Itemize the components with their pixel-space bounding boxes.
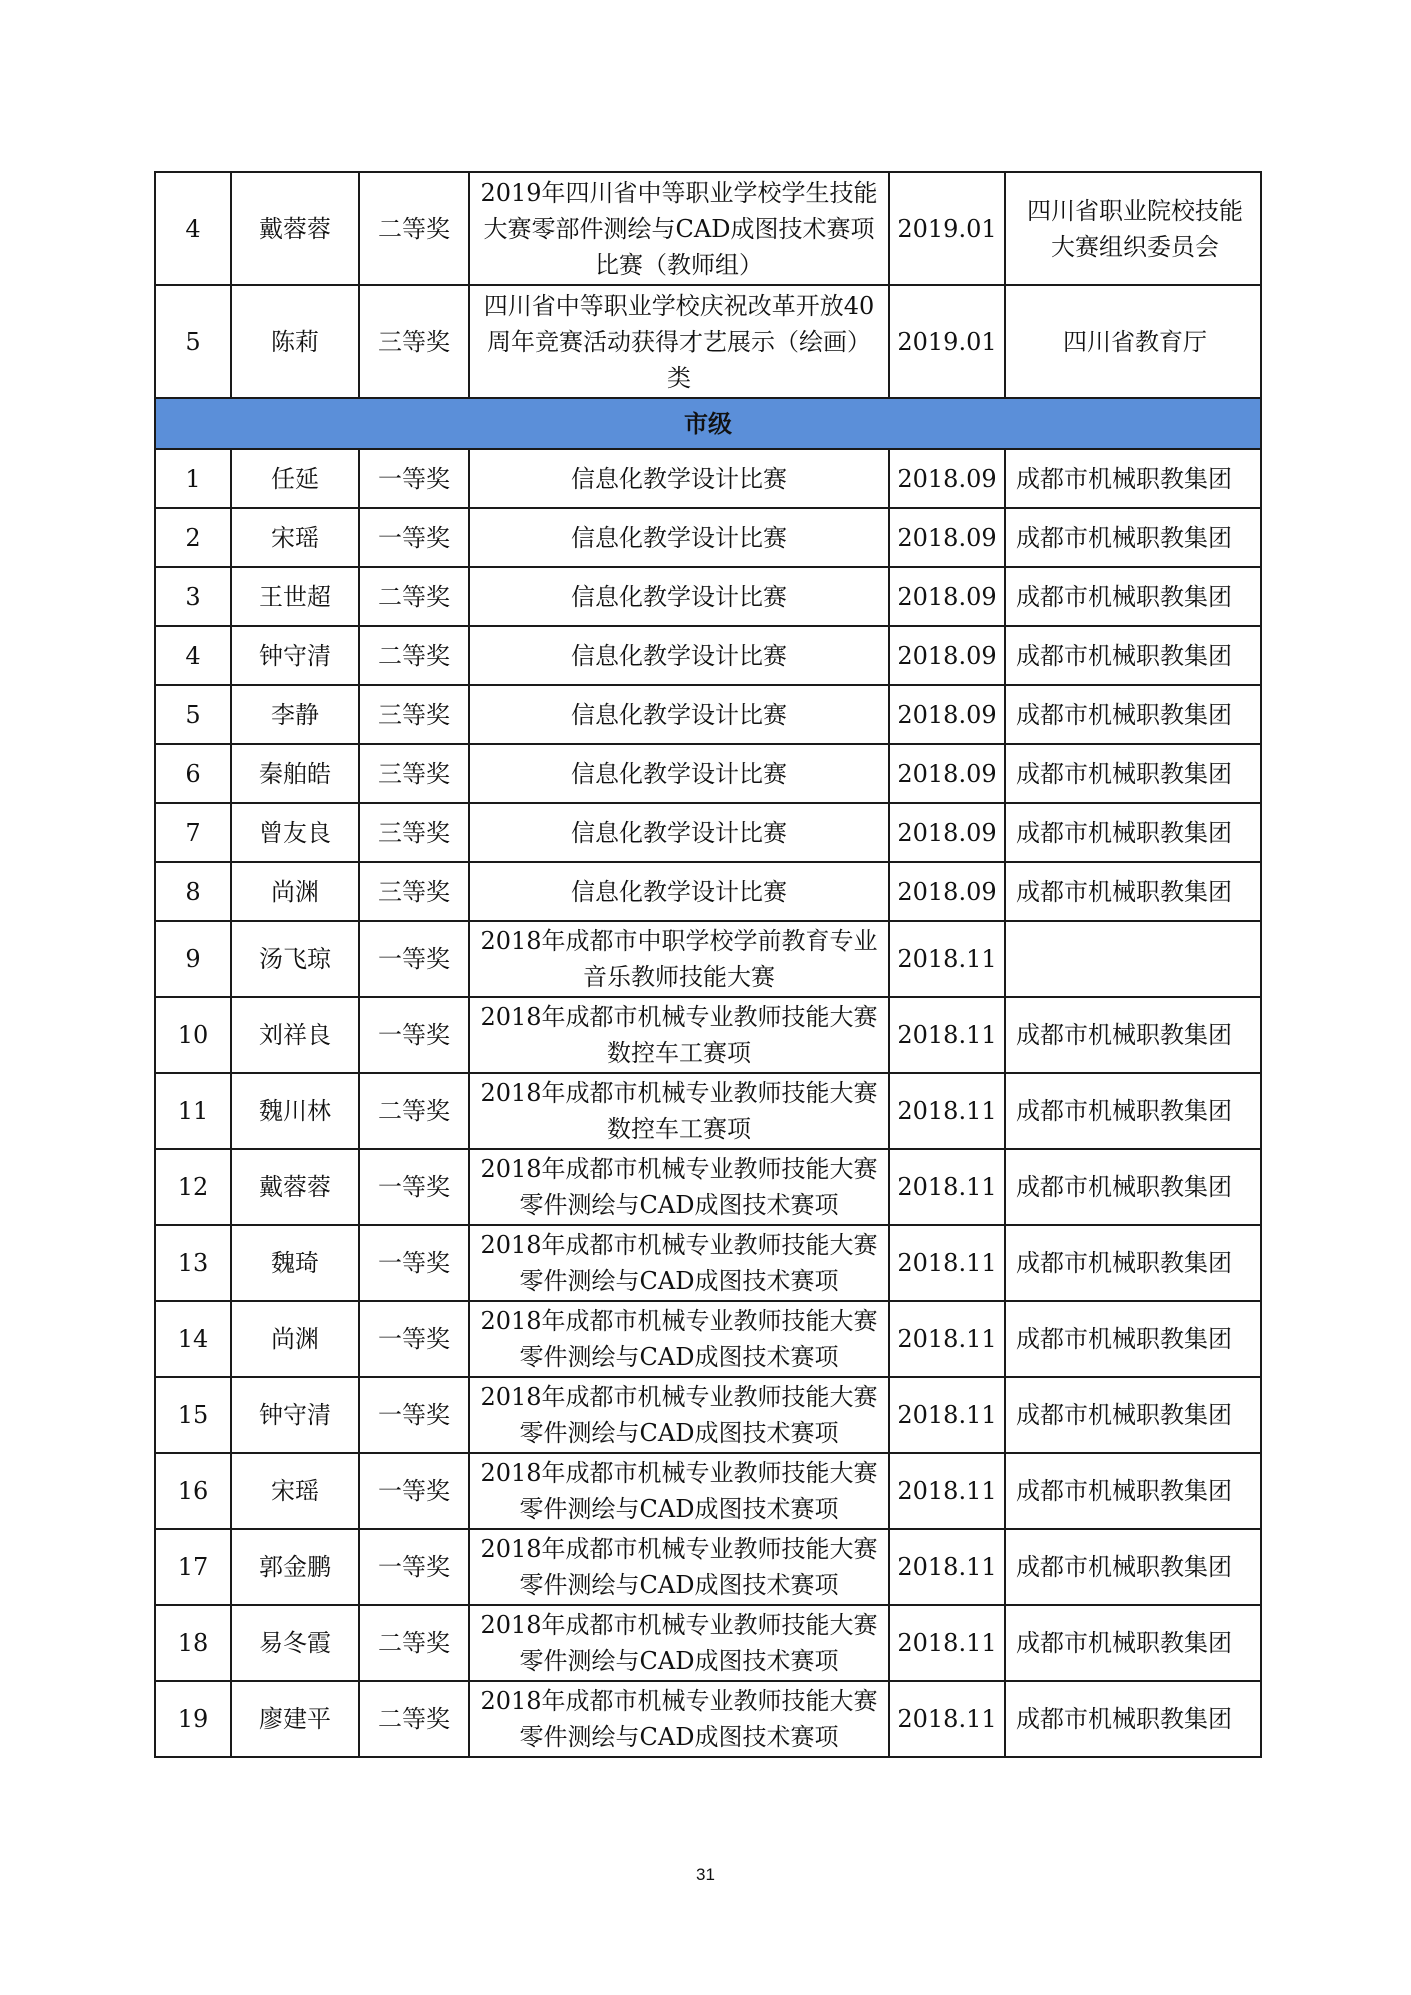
award-level: 一等奖 xyxy=(359,1301,469,1377)
award-level: 一等奖 xyxy=(359,508,469,567)
teacher-name: 汤飞琼 xyxy=(231,921,359,997)
competition-name: 2018年成都市机械专业教师技能大赛零件测绘与CAD成图技术赛项 xyxy=(469,1681,889,1757)
award-date: 2018.11 xyxy=(889,1149,1005,1225)
competition-name: 信息化教学设计比赛 xyxy=(469,508,889,567)
organizer: 成都市机械职教集团 xyxy=(1005,862,1261,921)
row-number: 18 xyxy=(155,1605,231,1681)
table-row xyxy=(155,1149,1261,1225)
award-date: 2018.11 xyxy=(889,1605,1005,1681)
competition-name: 2018年成都市机械专业教师技能大赛零件测绘与CAD成图技术赛项 xyxy=(469,1149,889,1225)
table-row xyxy=(155,744,1261,803)
row-number: 10 xyxy=(155,997,231,1073)
row-number: 13 xyxy=(155,1225,231,1301)
award-level: 一等奖 xyxy=(359,1453,469,1529)
organizer: 成都市机械职教集团 xyxy=(1005,803,1261,862)
teacher-name: 宋瑶 xyxy=(231,508,359,567)
award-date: 2018.09 xyxy=(889,803,1005,862)
organizer: 成都市机械职教集团 xyxy=(1005,508,1261,567)
table-row xyxy=(155,1073,1261,1149)
competition-name: 2018年成都市机械专业教师技能大赛零件测绘与CAD成图技术赛项 xyxy=(469,1225,889,1301)
row-number: 14 xyxy=(155,1301,231,1377)
table-row xyxy=(155,626,1261,685)
row-number: 11 xyxy=(155,1073,231,1149)
organizer: 成都市机械职教集团 xyxy=(1005,1301,1261,1377)
organizer: 成都市机械职教集团 xyxy=(1005,1529,1261,1605)
row-number: 16 xyxy=(155,1453,231,1529)
award-level: 一等奖 xyxy=(359,921,469,997)
award-date: 2018.11 xyxy=(889,1225,1005,1301)
page-number: 31 xyxy=(696,1865,715,1884)
row-number: 5 xyxy=(155,685,231,744)
city-section xyxy=(155,398,1261,449)
table-row xyxy=(155,1681,1261,1757)
table-row xyxy=(155,803,1261,862)
teacher-name: 陈莉 xyxy=(231,285,359,398)
table-row xyxy=(155,997,1261,1073)
table-row xyxy=(155,1605,1261,1681)
teacher-name: 易冬霞 xyxy=(231,1605,359,1681)
competition-name: 2018年成都市机械专业教师技能大赛数控车工赛项 xyxy=(469,1073,889,1149)
competition-name: 2018年成都市机械专业教师技能大赛零件测绘与CAD成图技术赛项 xyxy=(469,1301,889,1377)
competition-name: 信息化教学设计比赛 xyxy=(469,685,889,744)
award-date: 2018.11 xyxy=(889,921,1005,997)
teacher-name: 魏川林 xyxy=(231,1073,359,1149)
award-level: 二等奖 xyxy=(359,626,469,685)
competition-name: 2018年成都市机械专业教师技能大赛零件测绘与CAD成图技术赛项 xyxy=(469,1377,889,1453)
competition-name: 信息化教学设计比赛 xyxy=(469,567,889,626)
organizer: 成都市机械职教集团 xyxy=(1005,997,1261,1073)
competition-name: 信息化教学设计比赛 xyxy=(469,744,889,803)
section-title: 市级 xyxy=(155,398,1261,449)
table-row xyxy=(155,921,1261,997)
row-number: 15 xyxy=(155,1377,231,1453)
table-row xyxy=(155,285,1261,398)
organizer: 成都市机械职教集团 xyxy=(1005,1605,1261,1681)
organizer: 成都市机械职教集团 xyxy=(1005,449,1261,508)
award-date: 2018.09 xyxy=(889,626,1005,685)
row-number: 2 xyxy=(155,508,231,567)
award-date: 2018.11 xyxy=(889,1453,1005,1529)
table-row xyxy=(155,685,1261,744)
competition-name: 信息化教学设计比赛 xyxy=(469,626,889,685)
award-level: 二等奖 xyxy=(359,567,469,626)
section-header-row xyxy=(155,398,1261,449)
row-number: 19 xyxy=(155,1681,231,1757)
teacher-name: 戴蓉蓉 xyxy=(231,1149,359,1225)
award-level: 一等奖 xyxy=(359,1225,469,1301)
award-level: 一等奖 xyxy=(359,449,469,508)
table-row xyxy=(155,567,1261,626)
row-number: 4 xyxy=(155,172,231,285)
teacher-name: 曾友良 xyxy=(231,803,359,862)
award-date: 2019.01 xyxy=(889,285,1005,398)
organizer: 成都市机械职教集团 xyxy=(1005,567,1261,626)
award-date: 2018.09 xyxy=(889,508,1005,567)
award-level: 一等奖 xyxy=(359,1149,469,1225)
teacher-name: 魏琦 xyxy=(231,1225,359,1301)
organizer xyxy=(1005,921,1261,997)
competition-name: 信息化教学设计比赛 xyxy=(469,449,889,508)
row-number: 6 xyxy=(155,744,231,803)
organizer: 四川省教育厅 xyxy=(1005,285,1261,398)
award-table xyxy=(154,171,1262,1758)
award-date: 2018.11 xyxy=(889,1529,1005,1605)
award-level: 三等奖 xyxy=(359,285,469,398)
organizer: 成都市机械职教集团 xyxy=(1005,744,1261,803)
organizer: 成都市机械职教集团 xyxy=(1005,685,1261,744)
award-date: 2018.11 xyxy=(889,1377,1005,1453)
table-row xyxy=(155,508,1261,567)
table-row xyxy=(155,1529,1261,1605)
award-level: 二等奖 xyxy=(359,172,469,285)
award-level: 一等奖 xyxy=(359,1529,469,1605)
table-row xyxy=(155,172,1261,285)
table-row xyxy=(155,1301,1261,1377)
row-number: 9 xyxy=(155,921,231,997)
teacher-name: 廖建平 xyxy=(231,1681,359,1757)
award-date: 2018.09 xyxy=(889,862,1005,921)
teacher-name: 尚渊 xyxy=(231,1301,359,1377)
competition-name: 2018年成都市机械专业教师技能大赛零件测绘与CAD成图技术赛项 xyxy=(469,1529,889,1605)
teacher-name: 任延 xyxy=(231,449,359,508)
competition-name: 2019年四川省中等职业学校学生技能大赛零部件测绘与CAD成图技术赛项比赛（教师组） xyxy=(469,172,889,285)
row-number: 1 xyxy=(155,449,231,508)
city-rows xyxy=(155,449,1261,1757)
teacher-name: 戴蓉蓉 xyxy=(231,172,359,285)
award-date: 2018.11 xyxy=(889,1681,1005,1757)
teacher-name: 李静 xyxy=(231,685,359,744)
competition-name: 2018年成都市机械专业教师技能大赛零件测绘与CAD成图技术赛项 xyxy=(469,1605,889,1681)
organizer: 成都市机械职教集团 xyxy=(1005,1073,1261,1149)
award-date: 2018.11 xyxy=(889,1301,1005,1377)
organizer: 成都市机械职教集团 xyxy=(1005,1681,1261,1757)
award-level: 三等奖 xyxy=(359,685,469,744)
organizer: 成都市机械职教集团 xyxy=(1005,1225,1261,1301)
award-date: 2018.09 xyxy=(889,567,1005,626)
row-number: 8 xyxy=(155,862,231,921)
award-level: 一等奖 xyxy=(359,997,469,1073)
award-date: 2018.09 xyxy=(889,744,1005,803)
organizer: 四川省职业院校技能大赛组织委员会 xyxy=(1005,172,1261,285)
row-number: 17 xyxy=(155,1529,231,1605)
award-date: 2018.11 xyxy=(889,1073,1005,1149)
teacher-name: 宋瑶 xyxy=(231,1453,359,1529)
award-level: 三等奖 xyxy=(359,803,469,862)
organizer: 成都市机械职教集团 xyxy=(1005,1149,1261,1225)
competition-name: 2018年成都市机械专业教师技能大赛零件测绘与CAD成图技术赛项 xyxy=(469,1453,889,1529)
row-number: 7 xyxy=(155,803,231,862)
organizer: 成都市机械职教集团 xyxy=(1005,1377,1261,1453)
award-level: 一等奖 xyxy=(359,1377,469,1453)
row-number: 4 xyxy=(155,626,231,685)
table-row xyxy=(155,449,1261,508)
award-date: 2018.09 xyxy=(889,449,1005,508)
award-date: 2019.01 xyxy=(889,172,1005,285)
award-level: 二等奖 xyxy=(359,1073,469,1149)
table-row xyxy=(155,862,1261,921)
table-row xyxy=(155,1377,1261,1453)
teacher-name: 钟守清 xyxy=(231,1377,359,1453)
organizer: 成都市机械职教集团 xyxy=(1005,1453,1261,1529)
award-level: 三等奖 xyxy=(359,744,469,803)
teacher-name: 尚渊 xyxy=(231,862,359,921)
organizer: 成都市机械职教集团 xyxy=(1005,626,1261,685)
table-row xyxy=(155,1225,1261,1301)
award-level: 二等奖 xyxy=(359,1605,469,1681)
row-number: 5 xyxy=(155,285,231,398)
competition-name: 2018年成都市中职学校学前教育专业音乐教师技能大赛 xyxy=(469,921,889,997)
teacher-name: 钟守清 xyxy=(231,626,359,685)
row-number: 3 xyxy=(155,567,231,626)
award-level: 三等奖 xyxy=(359,862,469,921)
award-level: 二等奖 xyxy=(359,1681,469,1757)
table-row xyxy=(155,1453,1261,1529)
competition-name: 信息化教学设计比赛 xyxy=(469,862,889,921)
teacher-name: 郭金鹏 xyxy=(231,1529,359,1605)
teacher-name: 秦舶皓 xyxy=(231,744,359,803)
provincial-rows xyxy=(155,172,1261,398)
teacher-name: 王世超 xyxy=(231,567,359,626)
row-number: 12 xyxy=(155,1149,231,1225)
award-date: 2018.11 xyxy=(889,997,1005,1073)
teacher-name: 刘祥良 xyxy=(231,997,359,1073)
competition-name: 信息化教学设计比赛 xyxy=(469,803,889,862)
competition-name: 2018年成都市机械专业教师技能大赛数控车工赛项 xyxy=(469,997,889,1073)
award-date: 2018.09 xyxy=(889,685,1005,744)
competition-name: 四川省中等职业学校庆祝改革开放40周年竞赛活动获得才艺展示（绘画）类 xyxy=(469,285,889,398)
